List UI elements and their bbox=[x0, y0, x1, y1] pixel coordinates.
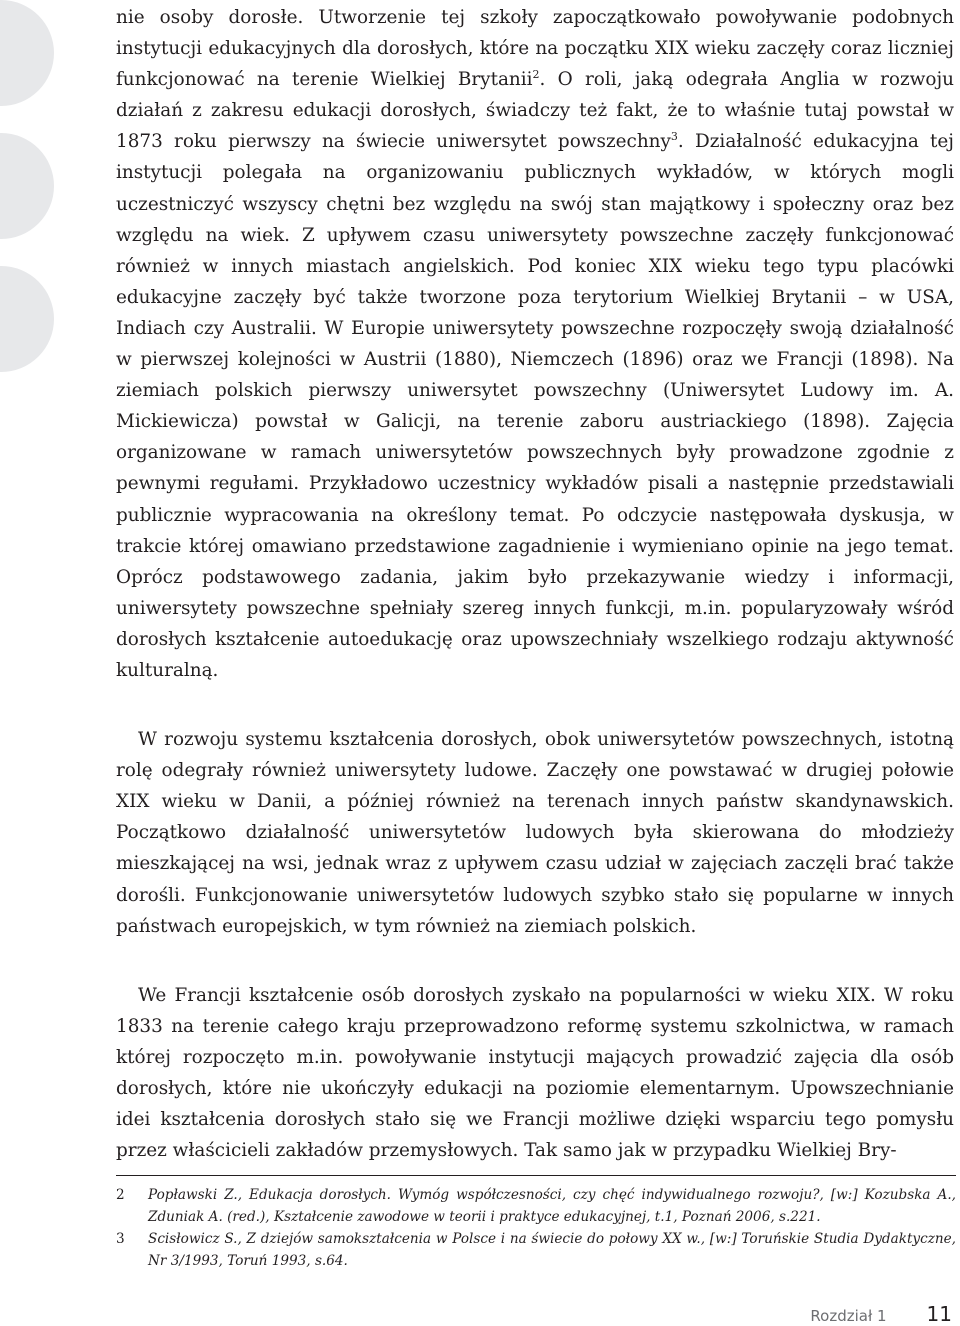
page-number: 11 bbox=[926, 1302, 952, 1326]
decorative-circle-top bbox=[0, 0, 54, 106]
footnote-2 bbox=[116, 1184, 956, 1228]
page-footer bbox=[810, 1302, 952, 1326]
footnote-text: Popławski Z., Edukacja dorosłych. Wymóg współczesności, czy chęć indywidualnego rozwoju?, [w:] Kozubska A., Zduniak A. (red.), Kształcenie zawodowe w teorii i praktyce edukacyjnej, t.1, Poznań 2006, s.221. bbox=[148, 1187, 956, 1225]
footnote-ref-3[interactable]: 3 bbox=[670, 130, 678, 144]
paragraph-3: We Francji kształcenie osób dorosłych zyskało na popularności w wieku XIX. W roku 1833 na terenie całego kraju przeprowadzono reformę systemu szkolnictwa, w ramach której rozpoczęto m.in. powoływanie instytucji mających prowadzić zajęcia dla osób dorosłych, które nie ukończyły edukacji na poziomie elementarnym. Upowszechnianie idei kształcenia dorosłych stało się we Francji możliwe dzięki wsparciu tego pomysłu przez właścicieli zakładów przemysłowych. Tak samo jak w przypadku Wielkiej Bry- bbox=[116, 984, 954, 1162]
chapter-label: Rozdział 1 bbox=[810, 1307, 887, 1325]
paragraph-1 bbox=[116, 2, 954, 686]
footnote-text: Scisłowicz S., Z dziejów samokształcenia w Polsce i na świecie do połowy XX w., [w:] Toruńskie Studia Dydaktyczne, Nr 3/1993, Toruń 1993, s.64. bbox=[148, 1231, 956, 1269]
footnote-divider bbox=[116, 1175, 956, 1176]
main-text bbox=[116, 2, 954, 1166]
decorative-circle-middle bbox=[0, 133, 54, 239]
footnotes bbox=[116, 1184, 956, 1272]
paragraph-2: W rozwoju systemu kształcenia dorosłych, obok uniwersytetów powszechnych, istotną rolę odegrały również uniwersytety ludowe. Zaczęły one powstawać w drugiej połowie XIX wieku w Danii, a później również na terenach innych państw skandynawskich. Początkowo działalność uniwersytetów ludowych była skierowana do młodzieży mieszkającej na wsi, jednak wraz z upływem czasu udział w zajęciach zaczęli brać także dorośli. Funkcjonowanie uniwersytetów ludowych szybko stało się popularne w innych państwach europejskich, w tym również na ziemiach polskich. bbox=[116, 729, 954, 937]
paragraph-1-part-3: . Działalność edukacyjna tej instytucji polegała na organizowaniu publicznych wykładów, w których mogli uczestniczyć wszyscy chętni bez względu na swój stan majątkowy i społeczny oraz bez względu na wiek. Z upływem czasu uniwersytety powszechne zaczęły funkcjonować również w innych miastach angielskich. Pod koniec XIX wieku tego typu placówki edukacyjne zaczęły być także tworzone poza terytorium Wielkiej Brytanii – w USA, Indiach czy Australii. W Europie uniwersytety powszechne rozpoczęły swoją działalność w pierwszej kolejności w Austrii (1880), Niemczech (1896) oraz we Francji (1898). Na ziemiach polskich pierwszy uniwersytet powszechny (Uniwersytet Ludowy im. A. Mickiewicza) powstał w Galicji, na terenie zaboru austriackiego (1898). Zajęcia organizowane w ramach uniwersytetów powszechnych były prowadzone zgodnie z pewnymi regułami. Przykładowo uczestnicy wykładów pisali a następnie przedstawiali publicznie wypracowania na określony temat. Po odczycie następowała dyskusja, w trakcie której omawiano przedstawione zagadnienie i wymieniano opinie na jego temat. Oprócz podstawowego zadania, jakim było przekazywanie wiedzy i informacji, uniwersytety powszechne spełniały szereg innych funkcji, m.in. popularyzowały wśród dorosłych kształcenie autoedukację oraz upowszechniały wszelkiego rodzaju aktywność kulturalną. bbox=[116, 131, 954, 681]
footnote-number: 3 bbox=[116, 1231, 125, 1247]
decorative-circle-bottom bbox=[0, 266, 54, 372]
footnote-ref-2[interactable]: 2 bbox=[532, 68, 540, 82]
paragraph-1-part-2: . O roli, jaką odegrała Anglia w rozwoju działań z zakresu edukacji dorosłych, świadczy też fakt, że to właśnie tutaj powstał w 1873 roku pierwszy na świecie uniwersytet powszechny bbox=[116, 69, 954, 153]
paragraph-1-part-1: nie osoby dorosłe. Utworzenie tej szkoły zapoczątkowało powoływanie podobnych instytucji edukacyjnych dla dorosłych, które na początku XIX wieku zaczęły coraz liczniej funkcjonować na terenie Wielkiej Brytanii bbox=[116, 7, 954, 91]
footnote-number: 2 bbox=[116, 1187, 125, 1203]
footnote-3 bbox=[116, 1228, 956, 1272]
